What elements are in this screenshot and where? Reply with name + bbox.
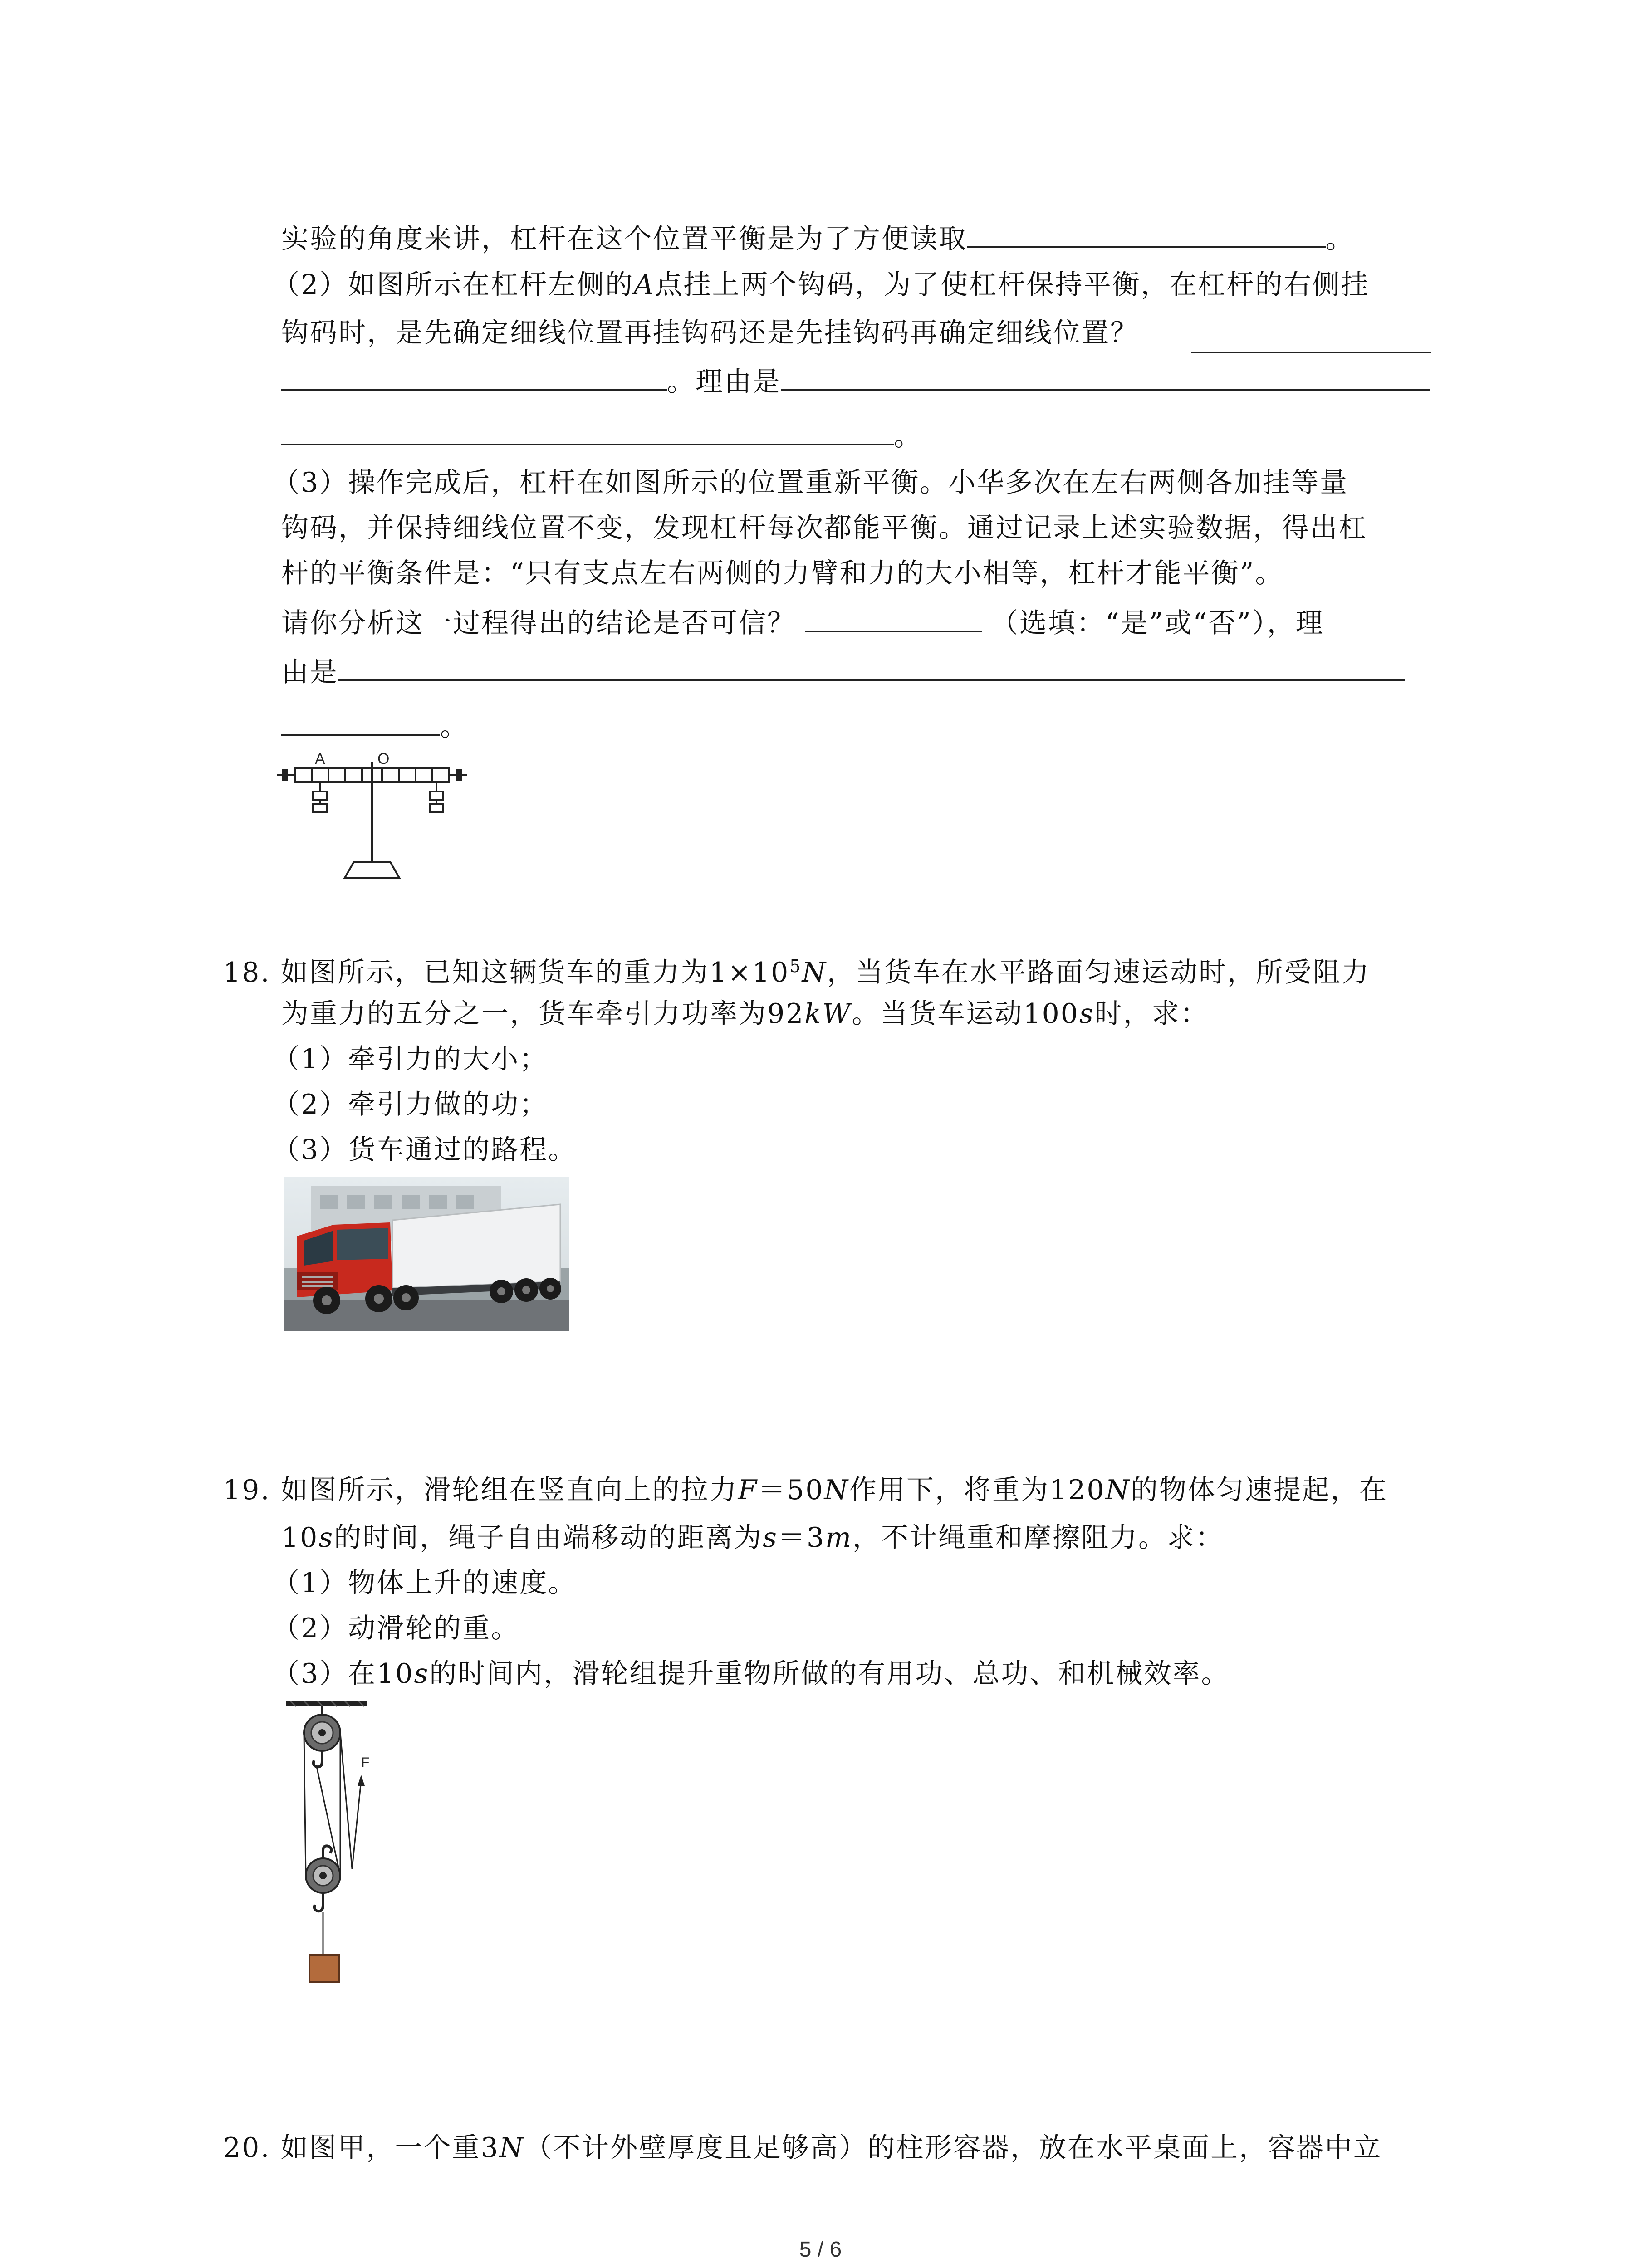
q19-text2d: ，不计绳重和摩擦阻力。求： xyxy=(852,1522,1225,1554)
q17-continuation-line xyxy=(281,220,1354,257)
q18-sub2 xyxy=(272,1086,548,1123)
q18-text2b: 。当货车运动100 xyxy=(852,998,1079,1030)
q17-p2-text-b: 点挂上两个钩码，为了使杠杆保持平衡，在杠杆的右侧挂 xyxy=(655,269,1370,301)
q19-sub2 xyxy=(272,1610,519,1647)
q19-sub3-unit-s: s xyxy=(414,1658,430,1690)
q18-line1 xyxy=(223,948,1370,991)
q17-p3-text1: （3）操作完成后，杠杆在如图所示的位置重新平衡。小华多次在左右两侧各加挂等量 xyxy=(272,467,1349,499)
right-weight-2 xyxy=(430,804,443,812)
q17-part2-line2 xyxy=(281,315,1139,351)
q19-var-s: s xyxy=(763,1522,778,1554)
q18-unit-n: N xyxy=(802,957,827,988)
q19-text1c: 作用下，将重为120 xyxy=(849,1474,1106,1506)
q19-sub3 xyxy=(272,1656,1230,1692)
left-weight-2 xyxy=(313,804,327,812)
q19-var-f: F xyxy=(738,1474,759,1506)
force-arrow xyxy=(358,1775,365,1786)
q18-sub1-text: （1）牵引力的大小； xyxy=(272,1043,549,1075)
q17-part2-line1 xyxy=(272,267,1370,303)
q18-text2c: 时，求： xyxy=(1094,998,1209,1030)
q18-sub3-text: （3）货车通过的路程。 xyxy=(272,1134,577,1166)
q18-sub3 xyxy=(272,1132,577,1168)
q20-text1b: （不计外壁厚度且足够高）的柱形容器，放在水平桌面上，容器中立 xyxy=(524,2132,1382,2164)
q17-p2-text-a: （2）如图所示在杠杆左侧的 xyxy=(272,269,634,301)
right-weight-1 xyxy=(430,792,443,800)
q18-line2 xyxy=(281,996,1209,1032)
q17-cont-text: 实验的角度来讲，杠杆在这个位置平衡是为了方便读取 xyxy=(281,223,967,255)
q19-unit-m: m xyxy=(825,1522,853,1554)
q19-text1a: 如图所示，滑轮组在竖直向上的拉力 xyxy=(280,1474,738,1506)
q19-text1b: ＝50 xyxy=(758,1474,824,1506)
q17-part3-line1 xyxy=(272,464,1348,501)
q19-sub3-text-a: （3）在10 xyxy=(272,1658,414,1690)
q18-text2a: 为重力的五分之一，货车牵引力功率为92 xyxy=(281,998,805,1030)
q19-text2a: 10 xyxy=(281,1522,319,1554)
lever-figure xyxy=(277,748,476,885)
q19-text2b: 的时间，绳子自由端移动的距离为 xyxy=(334,1522,763,1554)
lever-base xyxy=(345,862,399,878)
q17-part2-line3 xyxy=(281,363,1430,400)
q17-blank-order-cont[interactable] xyxy=(281,363,667,391)
q18-unit-kw: kW xyxy=(804,998,852,1030)
q19-text2c: ＝3 xyxy=(778,1522,826,1554)
q19-unit-n1: N xyxy=(824,1474,849,1506)
q17-part3-line5 xyxy=(281,653,1405,690)
q17-blank-reason-cont[interactable] xyxy=(281,417,894,445)
q19-unit-n2: N xyxy=(1105,1474,1131,1506)
page-number: 5 / 6 xyxy=(799,2238,842,2262)
q19-sub1 xyxy=(272,1565,577,1601)
rope-free-end xyxy=(340,1733,352,1869)
q19-unit-s: s xyxy=(318,1522,334,1554)
lever-label-o: O xyxy=(377,750,390,767)
left-weight-1 xyxy=(313,792,327,800)
q18-sub1 xyxy=(272,1041,548,1077)
ceiling xyxy=(286,1701,367,1706)
pulley-figure xyxy=(272,1699,390,1989)
q19-text1d: 的物体匀速提起，在 xyxy=(1131,1474,1388,1506)
q17-blank-why[interactable] xyxy=(338,653,1405,681)
q17-blank-why-cont[interactable] xyxy=(281,708,440,736)
q18-text1b: ，当货车在水平路面匀速运动时，所受阻力 xyxy=(827,957,1370,988)
q17-p3-text3: 杆的平衡条件是：“只有支点左右两侧的力臂和力的大小相等，杠杆才能平衡”。 xyxy=(281,557,1284,589)
q18-sub2-text: （2）牵引力做的功； xyxy=(272,1089,549,1120)
force-label: F xyxy=(361,1755,370,1770)
q20-text1a: 如图甲，一个重3 xyxy=(280,2132,500,2164)
truck-photo xyxy=(284,1177,569,1331)
q17-part2-line4 xyxy=(281,417,922,455)
q17-period: 。 xyxy=(1326,223,1354,255)
q17-part3-line4 xyxy=(281,604,1324,641)
rope-left xyxy=(304,1733,306,1876)
q17-blank-reason[interactable] xyxy=(781,363,1430,391)
load-block xyxy=(309,1955,339,1982)
q17-blank-order[interactable] xyxy=(1191,347,1431,353)
q20-unit-n: N xyxy=(499,2132,525,2164)
q17-part3-line6 xyxy=(281,708,469,745)
q19-sub2-text: （2）动滑轮的重。 xyxy=(272,1613,520,1644)
q20-line1 xyxy=(223,2130,1382,2166)
q18-number: 18. xyxy=(223,957,271,988)
q17-p3-text2: 钩码，并保持细线位置不变，发现杠杆每次都能平衡。通过记录上述实验数据，得出杠 xyxy=(281,512,1367,544)
q17-p3-text4a: 请你分析这一过程得出的结论是否可信？ xyxy=(281,607,796,639)
q20-number: 20. xyxy=(223,2132,271,2164)
q17-part3-line2 xyxy=(281,510,1367,546)
q17-p3-text4b: （选填：“是”或“否”），理 xyxy=(991,607,1324,639)
q18-exponent: 5 xyxy=(789,956,802,976)
q18-unit-s: s xyxy=(1079,998,1095,1030)
q19-sub1-text: （1）物体上升的速度。 xyxy=(272,1567,577,1599)
q17-p2-period: 。 xyxy=(894,420,922,452)
q19-line2 xyxy=(281,1520,1224,1556)
q17-p3-period: 。 xyxy=(440,711,469,743)
q19-line1 xyxy=(223,1472,1388,1508)
q18-text1a: 如图所示，已知这辆货车的重力为1×10 xyxy=(280,957,790,988)
lever-label-a: A xyxy=(315,750,325,767)
q19-sub3-text-b: 的时间内，滑轮组提升重物所做的有用功、总功、和机械效率。 xyxy=(429,1658,1230,1690)
q17-p2-question: 钩码时，是先确定细线位置再挂钩码还是先挂钩码再确定细线位置？ xyxy=(281,317,1139,349)
q19-number: 19. xyxy=(223,1474,271,1506)
q17-blank-credible[interactable] xyxy=(805,604,982,632)
q17-part3-line3 xyxy=(281,555,1283,591)
q17-p2-var-a: A xyxy=(634,269,655,301)
q17-blank-reading[interactable] xyxy=(967,220,1326,248)
q17-p2-reason-label: 。理由是 xyxy=(667,366,781,398)
q17-p3-text5: 由是 xyxy=(281,656,338,688)
